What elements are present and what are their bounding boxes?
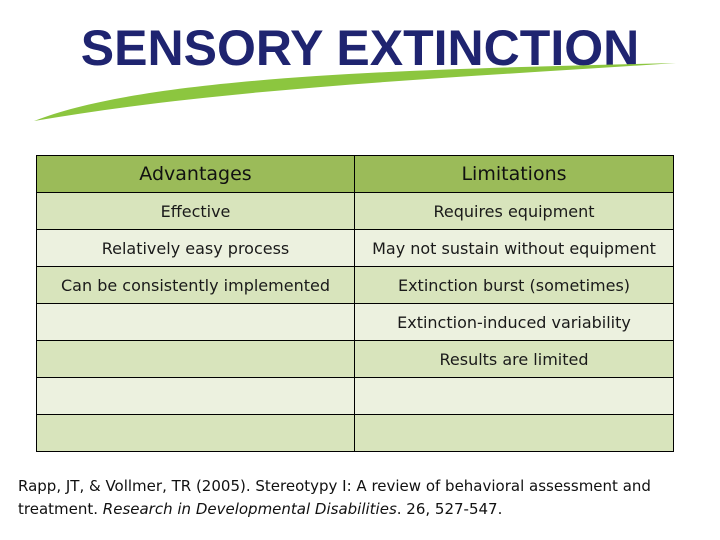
citation xyxy=(18,475,698,521)
advantage-cell xyxy=(37,304,355,341)
table-row xyxy=(37,230,674,267)
table-row xyxy=(37,193,674,230)
advantage-cell: Effective xyxy=(37,193,355,230)
citation-text: Rapp, JT, & Vollmer, TR (2005). Stereotypy I: A review of behavioral assessment and treatment. xyxy=(18,477,651,518)
header-advantages: Advantages xyxy=(37,156,355,193)
comparison-table xyxy=(36,155,674,452)
table-row xyxy=(37,415,674,452)
table-row xyxy=(37,378,674,415)
advantage-cell: Relatively easy process xyxy=(37,230,355,267)
limitation-cell: Results are limited xyxy=(355,341,674,378)
limitation-cell: Extinction burst (sometimes) xyxy=(355,267,674,304)
advantage-cell: Can be consistently implemented xyxy=(37,267,355,304)
table-header-row xyxy=(37,156,674,193)
table-row xyxy=(37,304,674,341)
green-swoosh-decoration xyxy=(0,55,720,135)
limitation-cell xyxy=(355,378,674,415)
citation-volume-pages: . 26, 527-547. xyxy=(396,500,503,518)
table-row xyxy=(37,341,674,378)
header-limitations: Limitations xyxy=(355,156,674,193)
limitation-cell xyxy=(355,415,674,452)
limitation-cell: Extinction-induced variability xyxy=(355,304,674,341)
advantage-cell xyxy=(37,341,355,378)
advantage-cell xyxy=(37,415,355,452)
limitation-cell: May not sustain without equipment xyxy=(355,230,674,267)
citation-journal: Research in Developmental Disabilities xyxy=(102,500,397,518)
advantage-cell xyxy=(37,378,355,415)
limitation-cell: Requires equipment xyxy=(355,193,674,230)
slide-title: SENSORY EXTINCTION xyxy=(80,20,640,76)
table-row xyxy=(37,267,674,304)
